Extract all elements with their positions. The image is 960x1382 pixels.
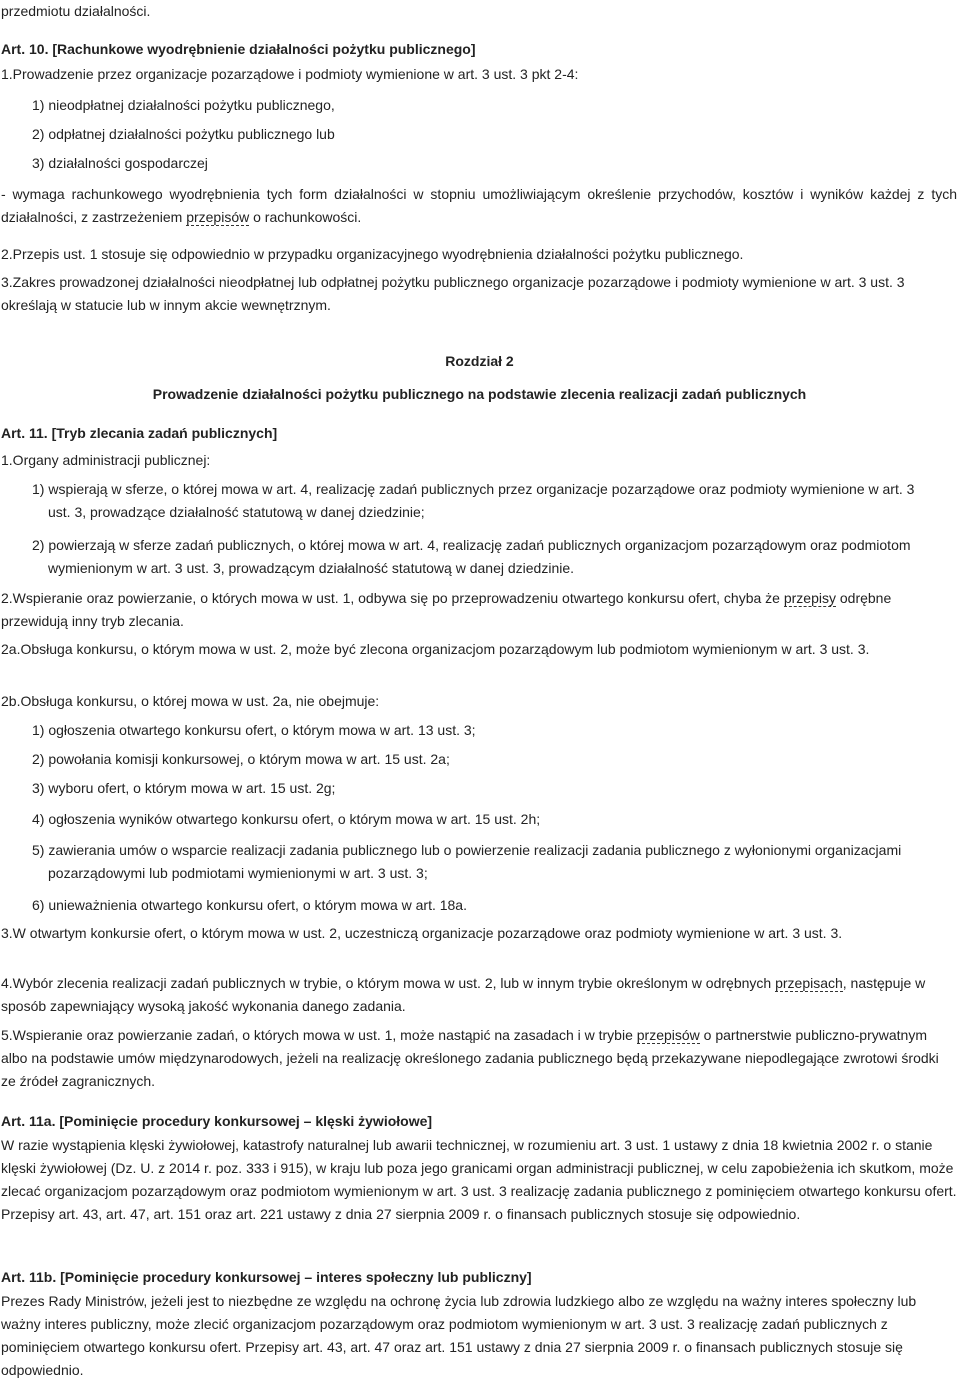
art11-p2b-item-1: 1) ogłoszenia otwartego konkursu ofert, o którym mowa w art. 13 ust. 3; [32, 722, 476, 738]
przepisy-link[interactable]: przepisy [783, 590, 836, 606]
art11-p5 [1, 1024, 957, 1093]
art11-p2-text-a: 2.Wspieranie oraz powierzanie, o których mowa w ust. 1, odbywa się po przeprowadzeniu otwartego konkursu ofert, chyba że [1, 590, 784, 606]
art11a-title: Art. 11a. [Pominięcie procedury konkursowej – klęski żywiołowe] [1, 1113, 433, 1129]
art10-p3: 3.Zakres prowadzonej działalności nieodpłatnej lub odpłatnej pożytku publicznego organizacje pozarządowe i podmioty wymienione w art. 3 ust. 3 określają w statucie lub w innym akcie wewnętrznym. [1, 274, 905, 313]
art11-p2b-item-4: 4) ogłoszenia wyników otwartego konkursu ofert, o którym mowa w art. 15 ust. 2h; [32, 811, 541, 827]
art11a-body: W razie wystąpienia klęski żywiołowej, katastrofy naturalnej lub awarii technicznej, w rozumieniu art. 3 ust. 1 ustawy z dnia 18 kwietnia 2002 r. o stanie klęski żywiołowej (Dz. U. z 2014 r. poz. 333 i 915), w kraju lub poza jego granicami organ administracji publicznej, w celu zapobieżenia ich skutkom, może zlecać organizacjom pozarządowym oraz podmiotom wymienionym w art. 3 ust. 3 realizację zadania publicznego z pominięciem otwartego konkursu ofert. Przepisy art. 43, art. 47, art. 151 oraz art. 221 ustawy z dnia 27 sierpnia 2009 r. o finansach publicznych stosuje się odpowiednio. [1, 1137, 957, 1222]
art11b-title: Art. 11b. [Pominięcie procedury konkursowej – interes społeczny lub publiczny] [1, 1269, 532, 1285]
art11-p5-text-a: 5.Wspieranie oraz powierzanie zadań, o których mowa w ust. 1, może nastąpić na zasadach i w trybie [1, 1027, 637, 1043]
art10-p1-intro: 1.Prowadzenie przez organizacje pozarządowe i podmioty wymienione w art. 3 ust. 3 pkt 2-4: [1, 66, 579, 82]
art11-p2b-item-2: 2) powołania komisji konkursowej, o którym mowa w art. 15 ust. 2a; [32, 751, 450, 767]
art11-p2b-item-6: 6) unieważnienia otwartego konkursu ofert, o którym mowa w art. 18a. [32, 897, 467, 913]
przepisow-link-2[interactable]: przepisów [636, 1027, 700, 1043]
art11-p5-text-b: o partnerstwie publiczno-prywatnym albo na podstawie umów międzynarodowych, jeżeli na realizację określonego zadania publicznego będą przekazywane niepodlegające zwrotowi środki ze źródeł zagranicznych. [1, 1027, 939, 1089]
art10-p1-item-3: 3) działalności gospodarczej [32, 155, 208, 171]
art11-p3: 3.W otwartym konkursie ofert, o którym mowa w ust. 2, uczestniczą organizacje pozarządowe oraz podmioty wymienione w art. 3 ust. 3. [1, 925, 843, 941]
art10-p1-tail [1, 183, 957, 229]
art10-p1-item-2: 2) odpłatnej działalności pożytku publicznego lub [32, 126, 335, 142]
art11-p4-text-a: 4.Wybór zlecenia realizacji zadań publicznych w trybie, o którym mowa w ust. 2, lub w innym trybie określonym w odrębnych [1, 975, 776, 991]
art11-p1-item-1: 1) wspierają w sferze, o której mowa w art. 4, realizację zadań publicznych przez organizacje pozarządowe oraz podmioty wymienione w art. 3 ust. 3, prowadzące działalność statutową w danej dziedzinie; [32, 481, 915, 520]
art10-p1-tail-text-a: - wymaga rachunkowego wyodrębnienia tych form działalności w stopniu umożliwiającym określenie przychodów, kosztów i wyników każdej z tych działalności, z zastrzeżeniem [1, 186, 957, 225]
art11-p1-intro: 1.Organy administracji publicznej: [1, 452, 211, 468]
art11-p2b-intro: 2b.Obsługa konkursu, o której mowa w ust. 2a, nie obejmuje: [1, 693, 380, 709]
przepisow-link[interactable]: przepisów [186, 209, 250, 225]
art10-p1-tail-text-b: o rachunkowości. [249, 209, 362, 225]
art10-title: Art. 10. [Rachunkowe wyodrębnienie działalności pożytku publicznego] [1, 41, 476, 57]
art11-p2 [1, 587, 957, 633]
art11-p2b-item-5: 5) zawierania umów o wsparcie realizacji zadania publicznego lub o powierzenie realizacji zadania publicznego z wyłonionymi organizacjami pozarządowymi lub podmiotami wymienionymi w art. 3 ust. 3; [32, 842, 902, 881]
art11-p2-text-b: odrębne przewidują inny tryb zlecania. [1, 590, 892, 629]
art11-p4-text-b: , następuje w sposób zapewniający wysoką jakość wykonania danego zadania. [1, 975, 926, 1014]
art11-p1-item-2: 2) powierzają w sferze zadań publicznych, o której mowa w art. 4, realizację zadań publicznych organizacjom pozarządowym oraz podmiotom wymienionym w art. 3 ust. 3, prowadzącym działalność statutową w danej dziedzinie. [32, 537, 911, 576]
chapter-title: Prowadzenie działalności pożytku publicznego na podstawie zlecenia realizacji zadań publicznych [152, 386, 807, 402]
art10-p2: 2.Przepis ust. 1 stosuje się odpowiednio w przypadku organizacyjnego wyodrębnienia działalności pożytku publicznego. [1, 246, 744, 262]
art11b-body: Prezes Rady Ministrów, jeżeli jest to niezbędne ze względu na ochronę życia lub zdrowia ludzkiego albo ze względu na ważny interes społeczny lub ważny interes publiczny, może zlecić organizacjom pozarządowym oraz podmiotom wymienionym w art. 3 ust. 3 realizację zadań publicznych z pominięciem otwartego konkursu ofert. Przepisy art. 43, art. 47 oraz art. 151 ustawy z dnia 27 sierpnia 2009 r. o finansach publicznych stosuje się odpowiednio. [1, 1293, 917, 1378]
art11-p2b-item-3: 3) wyboru ofert, o którym mowa w art. 15 ust. 2g; [32, 780, 336, 796]
przepisach-link[interactable]: przepisach [775, 975, 843, 991]
chapter-number: Rozdział 2 [445, 353, 514, 369]
art11-p4 [1, 972, 957, 1018]
art11-title: Art. 11. [Tryb zlecania zadań publicznych] [1, 425, 278, 441]
top-fragment: przedmiotu działalności. [1, 3, 151, 19]
art10-p1-item-1: 1) nieodpłatnej działalności pożytku publicznego, [32, 97, 335, 113]
art11-p2a: 2a.Obsługa konkursu, o którym mowa w ust. 2, może być zlecona organizacjom pozarządowym lub podmiotom wymienionym w art. 3 ust. 3. [1, 641, 870, 657]
